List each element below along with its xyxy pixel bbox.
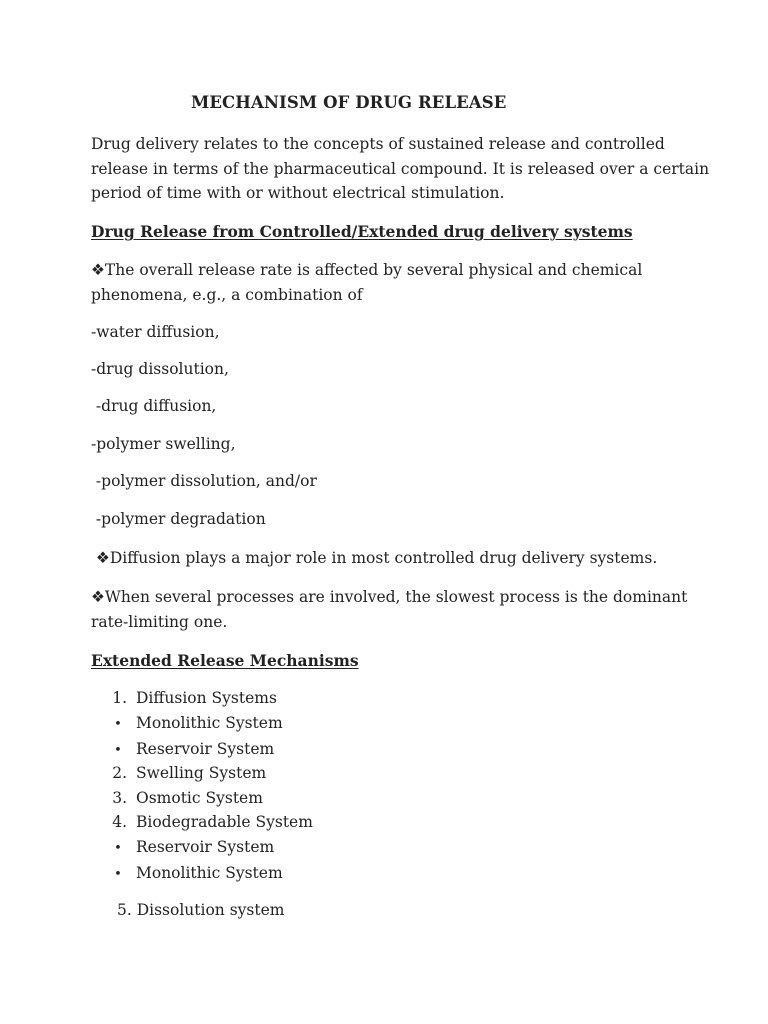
list-marker: 2. xyxy=(112,764,127,782)
phenomenon-polymer-dissolution: -polymer dissolution, and/or xyxy=(91,472,317,490)
list-item-text: Reservoir System xyxy=(136,740,275,758)
list-marker: 4. xyxy=(112,813,127,831)
phenomenon-polymer-degradation: -polymer degradation xyxy=(91,510,266,528)
phenomenon-polymer-swelling: -polymer swelling, xyxy=(91,435,236,453)
overall-rate-line-1: ❖The overall release rate is affected by several physical and chemical xyxy=(91,261,643,279)
slowest-line-1: ❖When several processes are involved, the slowest process is the dominant xyxy=(91,588,688,606)
phenomenon-drug-dissolution: -drug dissolution, xyxy=(91,360,229,378)
heading-controlled-release: Drug Release from Controlled/Extended drug delivery systems xyxy=(91,222,633,241)
list-item xyxy=(108,737,274,763)
list-item-text: Monolithic System xyxy=(136,714,283,732)
bullet-icon: • xyxy=(114,841,122,856)
list-item-text: Reservoir System xyxy=(136,838,275,856)
phenomenon-drug-diffusion: -drug diffusion, xyxy=(91,397,217,415)
slowest-line-2: rate-limiting one. xyxy=(91,613,228,631)
phenomenon-water-diffusion: -water diffusion, xyxy=(91,323,220,341)
diffusion-note: ❖Diffusion plays a major role in most controlled drug delivery systems. xyxy=(91,549,658,567)
intro-line-1: Drug delivery relates to the concepts of sustained release and controlled xyxy=(91,135,665,153)
list-item xyxy=(103,686,277,711)
list-item-text: Osmotic System xyxy=(136,789,263,807)
bullet-icon: • xyxy=(114,867,122,882)
list-item xyxy=(103,810,313,835)
bullet-icon: • xyxy=(114,743,122,758)
intro-line-3: period of time with or without electrical stimulation. xyxy=(91,184,505,202)
list-item xyxy=(108,711,283,737)
list-item-text: Diffusion Systems xyxy=(136,689,277,707)
list-item-text: Swelling System xyxy=(136,764,267,782)
last-list-item: 5. Dissolution system xyxy=(117,901,285,919)
list-marker: 3. xyxy=(112,789,127,807)
list-marker: 1. xyxy=(112,689,127,707)
list-item xyxy=(108,835,274,861)
list-item xyxy=(103,786,263,811)
list-item-text: Monolithic System xyxy=(136,864,283,882)
bullet-icon: • xyxy=(114,717,122,732)
list-item xyxy=(108,861,283,887)
list-item-text: Biodegradable System xyxy=(136,813,313,831)
list-item xyxy=(103,761,266,786)
document-title: MECHANISM OF DRUG RELEASE xyxy=(191,93,507,112)
intro-line-2: release in terms of the pharmaceutical compound. It is released over a certain xyxy=(91,160,710,178)
heading-extended-release: Extended Release Mechanisms xyxy=(91,651,359,670)
overall-rate-line-2: phenomena, e.g., a combination of xyxy=(91,286,363,304)
